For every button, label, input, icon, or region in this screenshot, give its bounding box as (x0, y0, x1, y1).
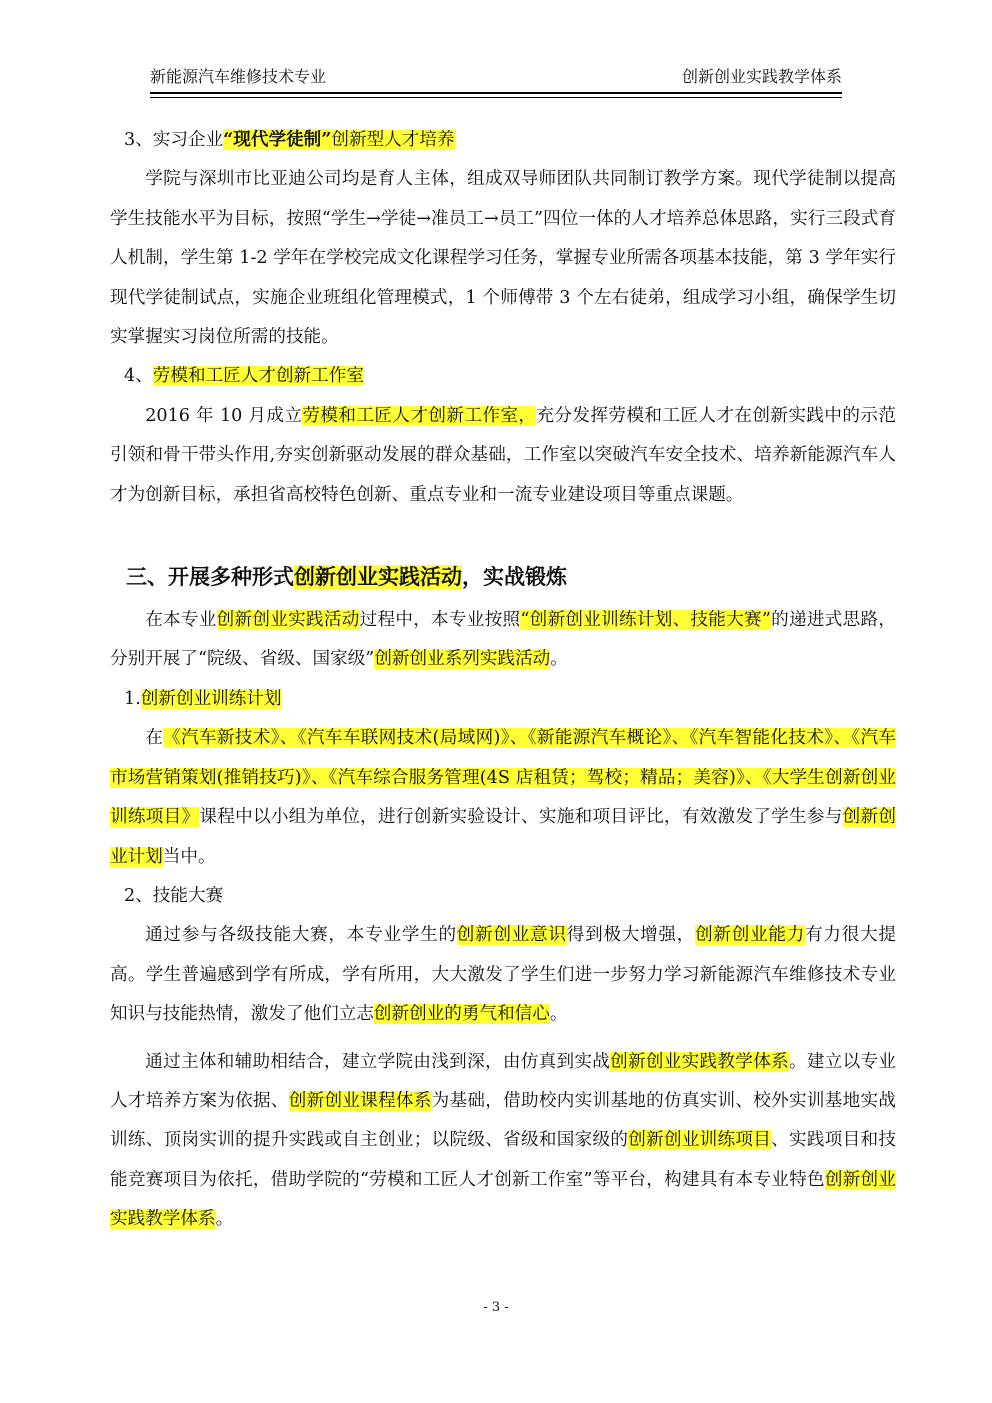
subsection-4-title (110, 357, 896, 396)
subsection-3-paragraph: 学院与深圳市比亚迪公司均是育人主体，组成双导师团队共同制订教学方案。现代学徒制以提高学生技能水平为目标，按照“学生→学徒→准员工→员工”四位一体的人才培养总体思路，实行三段式育人机制，学生第 1-2 学年在学校完成文化课程学习任务，掌握专业所需各项基本技能，第 3 学年实行现代学徒制试点，实施企业班组化管理模式，1 个师傅带 3 个左右徒弟，组成学习小组，确保学生切实掌握实习岗位所需的技能。 (110, 169, 896, 348)
item-2-paragraph (110, 916, 896, 1034)
summary-paragraph (110, 1043, 896, 1240)
summary-text-3: 为基础，借助校内实训基地的仿真实训、校外实训基地实战训练、顶岗实训的提升实践或自主创业；以院级、省级和国家级的 (110, 1090, 896, 1151)
item-1-title (110, 680, 896, 719)
spacer (110, 1035, 896, 1043)
summary-text-4: 、实践项目和技能竞赛项目为依托，借助学院的“劳模和工匠人才创新工作室”等平台，构建具有本专业特色 (110, 1130, 896, 1190)
summary-highlight-3: 创新创业训练项目 (628, 1130, 772, 1151)
item-2-title: 2、技能大赛 (124, 885, 224, 906)
summary-text-2: 。建立以专业人才培养方案为依据、 (110, 1051, 896, 1111)
subsection-4-para-highlight: 劳模和工匠人才创新工作室， (302, 405, 537, 426)
summary-highlight-1: 创新创业实践教学体系 (610, 1051, 789, 1072)
subsection-4-para-start: 2016 年 10 月成立 (145, 405, 303, 426)
intro-text-2: 过程中，本专业按照 (359, 610, 521, 631)
subsection-3-title-prefix: 3、实习企业 (124, 130, 224, 150)
summary-highlight-2: 创新创业课程体系 (288, 1090, 432, 1111)
item-2-highlight-1: 创新创业意识 (456, 925, 567, 946)
item-2-text-3: 有力很大提高。学生普遍感到学有所成，学有所用，大大激发了学生们进一步努力学习新能源汽车维修技术专业知识与技能热情，激发了他们立志 (110, 925, 896, 1025)
page-number: - 3 - (483, 1300, 509, 1315)
subsection-3-title-suffix: 创新型人才培养 (331, 130, 455, 150)
summary-highlight-4: 创新创业实践教学体系 (110, 1169, 896, 1230)
summary-text-5: 。 (215, 1209, 234, 1230)
subsection-4-title-highlight: 劳模和工匠人才创新工作室 (152, 366, 364, 387)
section-3-heading-prefix: 三、开展多种形式 (126, 565, 294, 590)
item-2-text-2: 得到极大增强， (566, 925, 696, 946)
summary-text-1: 通过主体和辅助相结合，建立学院由浅到深，由仿真到实战 (145, 1051, 611, 1072)
subsection-3-title (110, 120, 896, 160)
intro-highlight-1: 创新创业实践活动 (216, 610, 360, 631)
section-3-intro-paragraph (110, 601, 896, 680)
item-2-highlight-3: 创新创业的勇气和信心 (373, 1004, 550, 1025)
intro-text-4: 。 (550, 649, 568, 670)
item-2-highlight-2: 创新创业能力 (695, 925, 806, 946)
header-left-title: 新能源汽车维修技术专业 (150, 67, 327, 86)
item-2-text-4: 。 (549, 1004, 568, 1025)
section-3-heading-suffix: ，实战锻炼 (462, 565, 567, 590)
intro-highlight-2: “创新创业训练计划、技能大赛” (520, 610, 771, 631)
item-1-number: 1. (124, 688, 141, 709)
section-3-heading-highlight: 创新创业实践活动 (294, 565, 462, 590)
item-2-text-1: 通过参与各级技能大赛，本专业学生的 (145, 925, 457, 946)
subsection-4-number: 4、 (124, 366, 153, 387)
item-1-text-1: 在 (145, 728, 164, 749)
item-1-title-highlight: 创新创业训练计划 (140, 688, 282, 709)
item-1-text-2: 课程中以小组为单位，进行创新实验设计、实施和项目评比，有效激发了学生参与 (199, 807, 843, 828)
item-1-text-3: 当中。 (162, 846, 216, 867)
page-header (150, 62, 842, 94)
intro-highlight-3: 创新创业系列实践活动 (374, 649, 551, 670)
header-rule (150, 97, 842, 98)
section-3-heading (126, 557, 896, 597)
item-1-paragraph (110, 719, 896, 877)
header-right-title: 创新创业实践教学体系 (681, 67, 842, 86)
subsection-3-title-highlight: “现代学徒制” (223, 129, 332, 150)
intro-text-1: 在本专业 (145, 610, 217, 631)
subsection-4-para-rest: 充分发挥劳模和工匠人才在创新实践中的示范引领和骨干带头作用,夯实创新驱动发展的群众基础，工作室以突破汽车安全技术、培养新能源汽车人才为创新目标，承担省高校特色创新、重点专业和一流专业建设项目等重点课题。 (110, 405, 896, 505)
subsection-4-paragraph (110, 397, 896, 515)
course-list-highlight: 《汽车新技术》、《汽车车联网技术(局域网)》、《新能源汽车概论》、《汽车智能化技术》、《汽车市场营销策划(推销技巧)》、《汽车综合服务管理(4S 店租赁；驾校；精品；美容)》、《大学生创新创业训练项目》 (110, 728, 896, 828)
document-body (110, 120, 896, 1240)
item-1-highlight-2: 创新创业计划 (110, 807, 896, 867)
intro-text-3: 的递进式思路，分别开展了“院级、省级、国家级” (110, 610, 896, 670)
